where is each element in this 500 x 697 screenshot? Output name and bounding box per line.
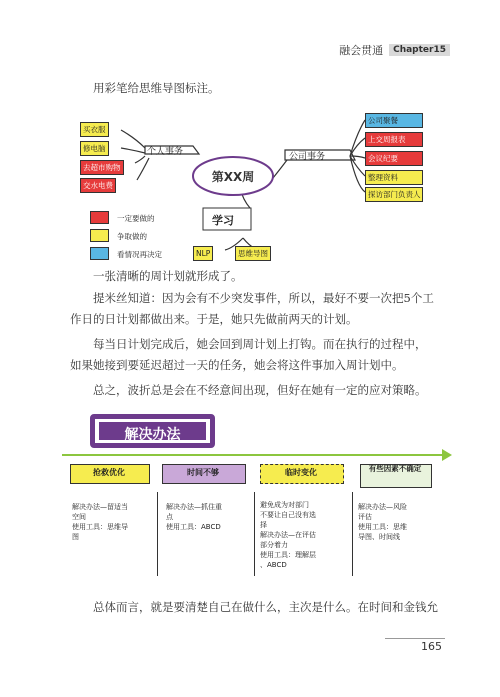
solutions-arrow (442, 449, 452, 461)
col-4-body (358, 502, 438, 542)
closing-text: 总体而言，就是要清楚自己在做什么，主次是什么。在时间和金钱允 (93, 600, 438, 614)
legend-red-label: 一定要做的 (117, 214, 155, 223)
paragraph-2: 提米丝知道：因为会有不少突发事件，所以，最好不要一次把5个工作日的日计划都做出来。于是，她只先做前两天的计划。 (70, 291, 434, 326)
col-2-divider (254, 492, 255, 576)
page-number: 165 (421, 640, 442, 653)
col-1-line-1: 解决办法—留适当 (72, 503, 128, 511)
page-number-rule (385, 638, 445, 639)
solutions-title-box (90, 414, 215, 448)
col-1-line-4: 图 (72, 533, 79, 541)
running-header (339, 42, 450, 58)
col-3-line-1: 避免成为对部门 (260, 501, 309, 509)
solutions-title: 解决办法 (124, 427, 181, 443)
left-node: 个人事务 (147, 147, 184, 157)
left-item-1: 买衣服 (80, 122, 109, 137)
col-4-line-2: 评估 (358, 513, 372, 521)
col-2-line-1: 解决办法—抓住重 (166, 503, 222, 511)
paragraph-3: 每当日计划完成后，她会回到周计划上打钩。而在执行的过程中，如果她接到要延迟超过一天的任务，她会将这件事加入周计划中。 (70, 337, 427, 372)
col-4-line-3: 使用工具：思维 (358, 523, 407, 531)
right-item-5: 探访部门负责人 (365, 187, 423, 202)
col-3-divider (352, 492, 353, 576)
col-1-line-3: 使用工具：思维导 (72, 523, 128, 531)
col-2-body (166, 502, 250, 532)
chapter-badge: Chapter15 (389, 44, 450, 56)
bottom-node: 学习 (212, 214, 234, 227)
bottom-item-2: 思维导图 (235, 246, 271, 261)
right-item-1: 公司聚餐 (365, 113, 423, 128)
col-3-line-3: 择 (260, 521, 267, 529)
col-2-line-3: 使用工具：ABCD (166, 523, 221, 531)
col-3-heading: 临时变化 (285, 468, 317, 477)
solutions-baseline (62, 454, 447, 456)
right-item-2: 上交周报表 (365, 132, 423, 147)
legend-yellow-swatch (90, 229, 109, 242)
paragraph-4: 总之，波折总是会在不经意间出现，但好在她有一定的应对策略。 (93, 383, 427, 397)
bottom-item-1: NLP (193, 246, 213, 261)
col-2-heading: 时间不够 (187, 468, 219, 477)
col-1-line-2: 空间 (72, 513, 86, 521)
col-4-line-1: 解决办法—风险 (358, 503, 407, 511)
legend-blue-label: 看情况再决定 (117, 250, 162, 259)
col-3-line-4: 解决办法—在评估 (260, 531, 316, 539)
col-3-line-5: 部分着力 (260, 541, 288, 549)
col-4-line-4: 导图、时间线 (358, 533, 400, 541)
col-3-line-7: 、ABCD (260, 561, 287, 569)
col-1-divider (157, 492, 158, 576)
left-item-2: 修电脑 (80, 141, 109, 156)
intro-text: 用彩笔给思维导图标注。 (93, 81, 220, 95)
section-title: 融会贯通 (339, 44, 384, 57)
right-item-4: 整理资料 (365, 170, 423, 185)
legend-yellow-label: 争取做的 (117, 232, 147, 241)
col-2-line-2: 点 (166, 513, 173, 521)
col-3-body (260, 500, 348, 570)
legend-blue-swatch (90, 247, 109, 260)
legend-red-swatch (90, 211, 109, 224)
right-item-3: 会议纪要 (365, 151, 423, 166)
paragraph-1: 一张清晰的周计划就形成了。 (93, 269, 243, 283)
solutions-diagram (62, 412, 452, 592)
col-3-line-6: 使用工具：理解层 (260, 551, 316, 559)
col-4-heading: 有些因素不确定 (368, 464, 422, 473)
col-1-body (72, 502, 154, 542)
mindmap (75, 108, 435, 268)
col-1-heading: 抢救优化 (93, 468, 125, 477)
left-item-4: 交水电费 (80, 178, 116, 193)
col-3-line-2: 不要让自己没有选 (260, 511, 316, 519)
left-item-3: 去超市购物 (80, 160, 124, 175)
center-node: 第XX周 (211, 170, 255, 184)
right-node: 公司事务 (289, 152, 326, 162)
